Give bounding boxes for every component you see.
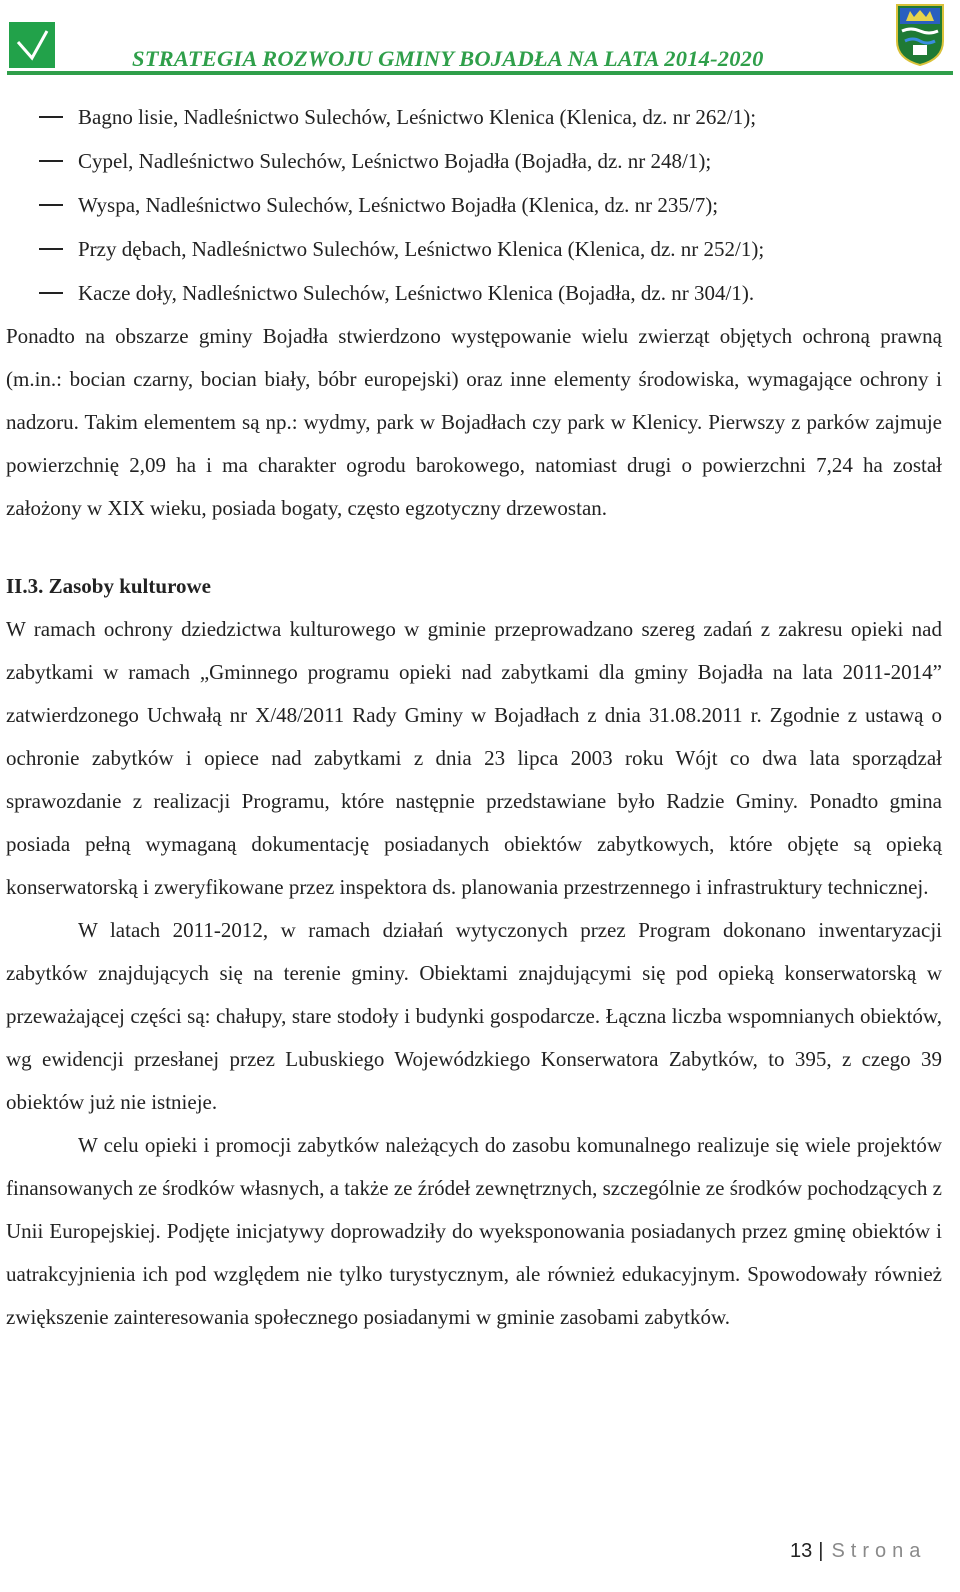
document-title: STRATEGIA ROZWOJU GMINY BOJADŁA NA LATA 2014-2020 (132, 46, 764, 71)
dash-bullet (39, 160, 63, 162)
list-item-text: Przy dębach, Nadleśnictwo Sulechów, Leśnictwo Klenica (Klenica, dz. nr 252/1); (78, 237, 765, 261)
dash-bullet (39, 204, 63, 206)
list-item-text: Wyspa, Nadleśnictwo Sulechów, Leśnictwo Bojadła (Klenica, dz. nr 235/7); (78, 193, 719, 217)
paragraph-heritage-program: W ramach ochrony dziedzictwa kulturowego w gminie przeprowadzano szereg zadań z zakresu opieki nad zabytkami w ramach „Gminnego programu opieki nad zabytkami dla gminy Bojadła na lata 2011-2014” zatwierdzonego Uchwałą nr X/48/2011 Rady Gminy w Bojadłach z dnia 31.08.2011 r. Zgodnie z ustawą o ochronie zabytków i opiece nad zabytkami z dnia 23 lipca 2003 roku Wójt co dwa lata sporządzał sprawozdanie z realizacji Programu, które następnie przedstawiane było Radzie Gminy. Ponadto gmina posiada pełną wymaganą dokumentację posiadanych obiektów zabytkowych, które objęte są opieką konserwatorską i zweryfikowane przez inspektora ds. planowania przestrzennego i infrastruktury technicznej. (6, 617, 942, 899)
page-number: 13 (790, 1540, 813, 1562)
dash-bullet (39, 292, 63, 294)
paragraph-projects: W celu opieki i promocji zabytków należących do zasobu komunalnego realizuje się wiele projektów finansowanych ze środków własnych, a także ze źródeł zewnętrznych, szczególnie ze środków pochodzących z Unii Europejskiej. Podjęte inicjatywy doprowadziły do wyeksponowania posiadanych przez gminę obiektów i uatrakcyjnienia ich pod względem nie tylko turystycznym, ale również edukacyjnym. Spowodowały również zwiększenie zainteresowania społecznego posiadanymi w gminie zasobami zabytków. (6, 1133, 942, 1329)
dash-bullet (39, 116, 63, 118)
list-item-text: Kacze doły, Nadleśnictwo Sulechów, Leśnictwo Klenica (Bojadła, dz. nr 304/1). (78, 281, 755, 305)
list-item (6, 227, 942, 271)
coat-of-arms-icon (893, 1, 947, 67)
paragraph-inventory: W latach 2011-2012, w ramach działań wytyczonych przez Program dokonano inwentaryzacji zabytków znajdujących się na terenie gminy. Obiektami znajdującymi się pod opieką konserwatorską w przeważającej części są: chałupy, stare stodoły i budynki gospodarcze. Łączna liczba wspomnianych obiektów, wg ewidencji przesłanej przez Lubuskiego Wojewódzkiego Konserwatora Zabytków, to 395, z czego 39 obiektów już nie istnieje. (6, 918, 942, 1114)
page-header (0, 0, 960, 80)
page-label: Strona (831, 1540, 927, 1562)
footer-separator: | (818, 1540, 824, 1562)
checkmark-logo-icon (9, 22, 55, 68)
list-item (6, 95, 942, 139)
header-rule (7, 71, 953, 75)
page-content (6, 95, 942, 1339)
section-heading: II.3. Zasoby kulturowe (6, 574, 211, 598)
reserve-list (6, 95, 942, 315)
list-item-text: Cypel, Nadleśnictwo Sulechów, Leśnictwo Bojadła (Bojadła, dz. nr 248/1); (78, 149, 712, 173)
paragraph-protected-species: Ponadto na obszarze gminy Bojadła stwierdzono występowanie wielu zwierząt objętych ochroną prawną (m.in.: bocian czarny, bocian biały, bóbr europejski) oraz inne elementy środowiska, wymagające ochrony i nadzoru. Takim elementem są np.: wydmy, park w Bojadłach czy park w Klenicy. Pierwszy z parków zajmuje powierzchnię 2,09 ha i ma charakter ogrodu barokowego, natomiast drugi o powierzchni 7,24 ha został założony w XIX wieku, posiada bogaty, często egzotyczny drzewostan. (6, 324, 942, 520)
list-item-text: Bagno lisie, Nadleśnictwo Sulechów, Leśnictwo Klenica (Klenica, dz. nr 262/1); (78, 105, 757, 129)
page-footer (790, 1540, 950, 1563)
list-item (6, 183, 942, 227)
list-item (6, 271, 942, 315)
dash-bullet (39, 248, 63, 250)
list-item (6, 139, 942, 183)
